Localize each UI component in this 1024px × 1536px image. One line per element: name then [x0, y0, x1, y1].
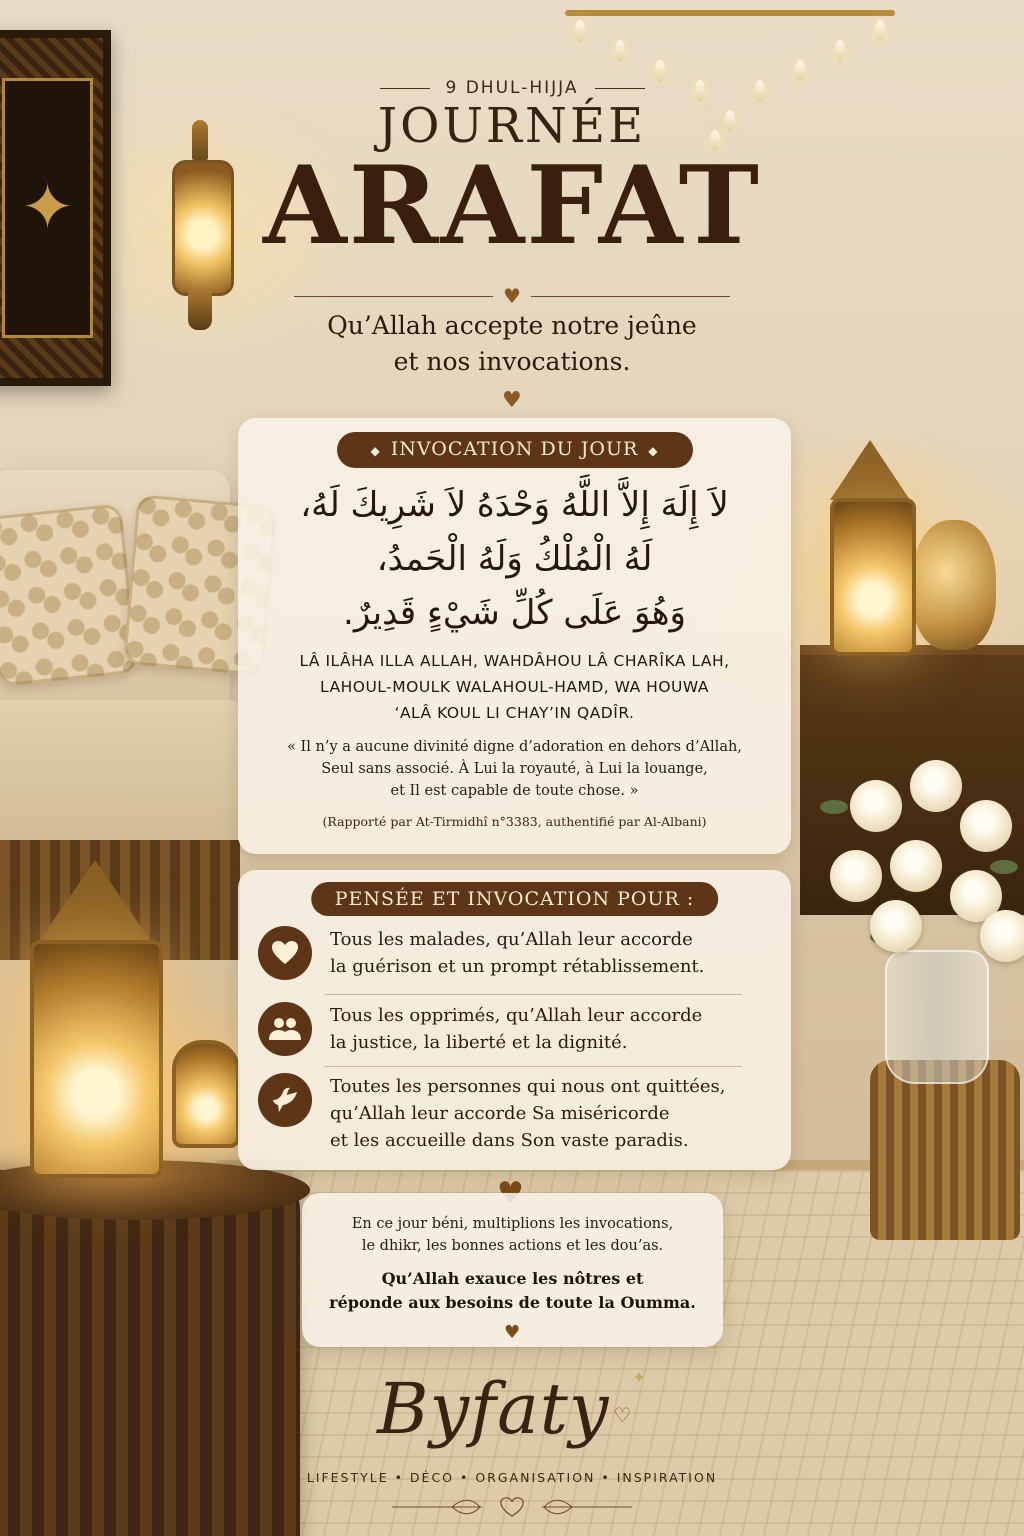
calligraphy-frame: ✦: [0, 30, 111, 386]
heart-icon: [258, 926, 312, 980]
list-item: [258, 1073, 742, 1154]
diamond-icon: ◆: [370, 444, 381, 458]
invocation-card: [238, 418, 791, 854]
transliteration: [268, 648, 761, 726]
flower-stand: [870, 1060, 1020, 1240]
item-line: qu’Allah leur accorde Sa miséricorde: [330, 1103, 670, 1124]
invocation-label-text: INVOCATION DU JOUR: [390, 438, 639, 460]
quote-line: « Il n’y a aucune divinité digne d’adoration en dehors d’Allah,: [287, 739, 742, 755]
arabic-line: لَهُ الْمُلْكُ وَلَهُ الْحَمدُ،: [376, 539, 653, 579]
divider: [324, 1066, 742, 1067]
closing-text: [302, 1213, 723, 1257]
brand-logo: [0, 1368, 1024, 1450]
sparkle-icon: ✦: [632, 1368, 647, 1387]
item-line: la guérison et un prompt rétablissement.: [330, 956, 705, 977]
item-line: Tous les opprimés, qu’Allah leur accorde: [330, 1005, 703, 1026]
closing-bold-line: réponde aux besoins de toute la Oumma.: [329, 1293, 696, 1312]
kicker-rule-right: [595, 88, 645, 89]
arabic-line: لاَ إِلَهَ إِلاَّ اللَّهُ وَحْدَهُ لاَ شَرِيكَ لَهُ،: [300, 485, 729, 525]
heart-icon: ♥: [502, 388, 522, 413]
closing-wish: [302, 1267, 723, 1315]
title-divider: [294, 286, 730, 306]
tagline: [0, 308, 1024, 380]
heart-icon: ♥: [503, 284, 521, 308]
gold-pot: [912, 520, 996, 650]
translation-quote: [258, 736, 771, 802]
translit-line: LÂ ILÂHA ILLA ALLAH, WAHDÂHOU LÂ CHARÎKA LAH,: [299, 652, 730, 670]
tagline-line: et nos invocations.: [393, 347, 631, 376]
heart-icon: ♡: [613, 1403, 633, 1427]
kicker-rule-left: [380, 88, 430, 89]
title-journee: JOURNÉE: [377, 98, 647, 154]
lantern-roof: [830, 440, 910, 500]
people-icon: [258, 1002, 312, 1056]
brand-tagline: LIFESTYLE • DÉCO • ORGANISATION • INSPIRATION: [306, 1470, 718, 1485]
lantern-left: [30, 940, 163, 1178]
hadith-source: (Rapporté par At-Tirmidhî n°3383, authentifié par Al-Albani): [322, 814, 707, 829]
tagline-line: Qu’Allah accepte notre jeûne: [327, 311, 697, 340]
list-item: [258, 1002, 742, 1056]
item-line: et les accueille dans Son vaste paradis.: [330, 1130, 689, 1151]
sofa: [0, 470, 230, 720]
heart-icon: ♥: [504, 1322, 521, 1343]
lantern-roof: [40, 860, 150, 940]
divider: [324, 994, 742, 995]
list-item: [258, 926, 742, 980]
date-kicker: 9 DHUL-HIJJA: [445, 78, 579, 98]
glass-vase: [885, 950, 989, 1084]
translit-line: LAHOUL-MOULK WALAHOUL-HAMD, WA HOUWA: [320, 678, 709, 696]
rose-bouquet: [810, 740, 1024, 970]
translit-line: ‘ALÂ KOUL LI CHAY’IN QADÎR.: [394, 704, 635, 722]
prayers-label: PENSÉE ET INVOCATION POUR :: [311, 882, 719, 916]
diamond-icon: ◆: [648, 444, 659, 458]
item-line: Toutes les personnes qui nous ont quittées,: [330, 1076, 726, 1097]
title-arafat: ARAFAT: [263, 143, 761, 269]
flourish-ornament: [392, 1494, 632, 1520]
closing-line: le dhikr, les bonnes actions et les dou’as.: [361, 1238, 664, 1254]
arabic-invocation: [268, 478, 761, 640]
small-lantern: [172, 1040, 240, 1148]
closing-line: En ce jour béni, multiplions les invocations,: [351, 1216, 674, 1232]
item-line: la justice, la liberté et la dignité.: [330, 1032, 628, 1053]
dove-icon: [258, 1073, 312, 1127]
arabic-line: وَهُوَ عَلَى كُلِّ شَيْءٍ قَدِيرٌ.: [343, 593, 686, 633]
prayers-card: [238, 870, 791, 1170]
lantern-right: [830, 498, 916, 656]
quote-line: et Il est capable de toute chose. »: [390, 783, 639, 799]
brand-name: Byfaty: [377, 1368, 610, 1450]
item-line: Tous les malades, qu’Allah leur accorde: [330, 929, 693, 950]
quote-line: Seul sans associé. À Lui la royauté, à Lui la louange,: [321, 761, 708, 777]
header: [0, 78, 1024, 269]
closing-bold-line: Qu’Allah exauce les nôtres et: [381, 1269, 644, 1288]
invocation-label: [337, 432, 693, 468]
